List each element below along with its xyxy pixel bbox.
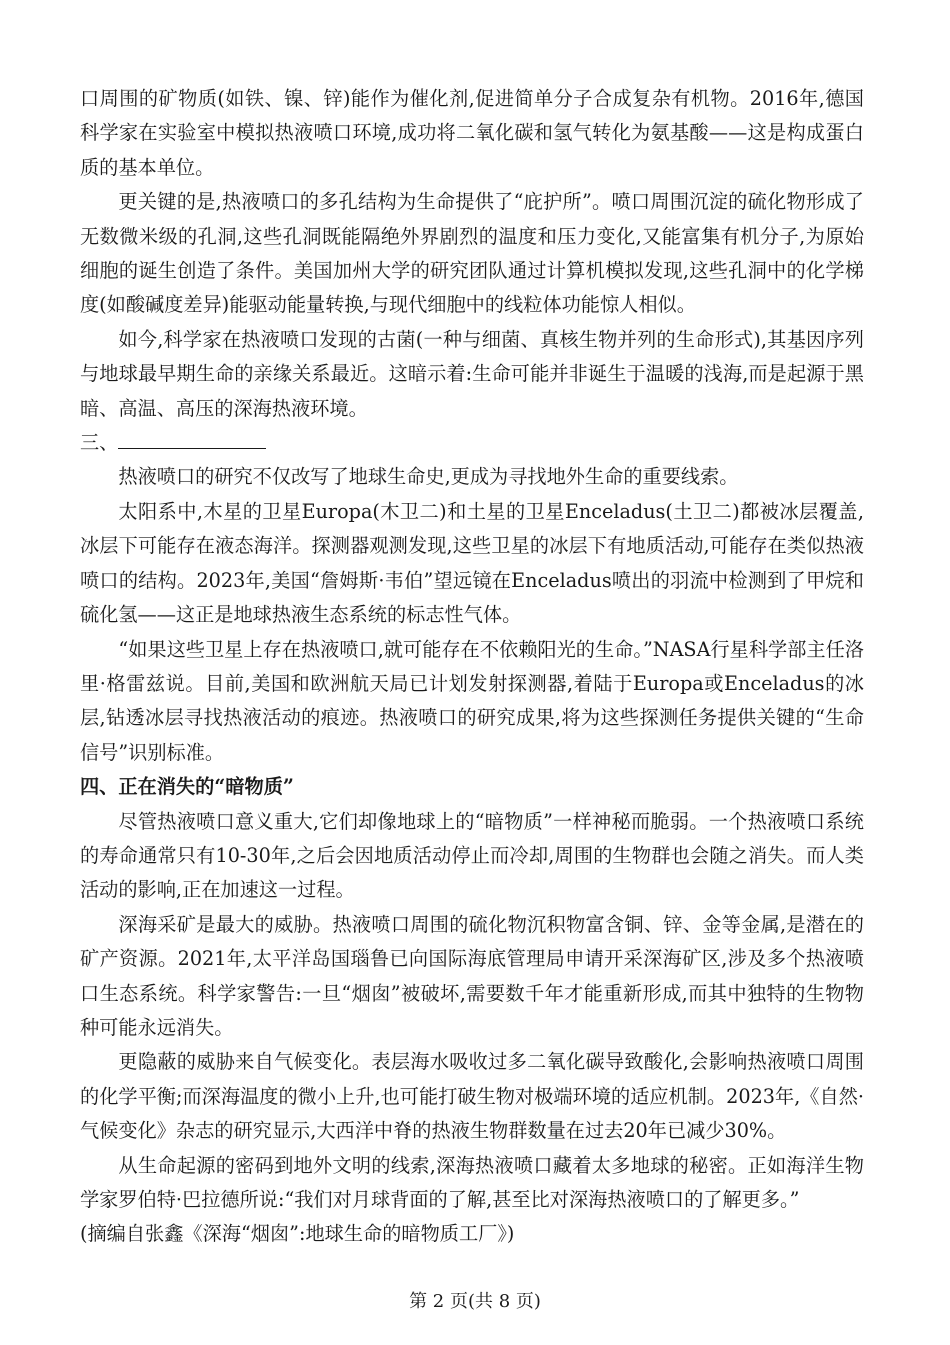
- paragraph: “如果这些卫星上存在热液喷口,就可能存在不依赖阳光的生命。”NASA行星科学部主任洛里·格雷兹说。目前,美国和欧洲航天局已计划发射探测器,着陆于Europa或Enceladus的冰层,钻透冰层寻找热液活动的痕迹。热液喷口的研究成果,将为这些探测任务提供关键的“生命信号”识别标准。: [80, 637, 864, 764]
- paragraph: 热液喷口的研究不仅改写了地球生命史,更成为寻找地外生命的重要线索。: [118, 465, 739, 489]
- paragraph: 尽管热液喷口意义重大,它们却像地球上的“暗物质”一样神秘而脆弱。一个热液喷口系统的寿命通常只有10-30年,之后会因地质活动停止而冷却,周围的生物群也会随之消失。而人类活动的影响,正在加速这一过程。: [80, 809, 864, 902]
- paragraph: 深海采矿是最大的威胁。热液喷口周围的硫化物沉积物富含铜、锌、金等金属,是潜在的矿产资源。2021年,太平洋岛国瑙鲁已向国际海底管理局申请开采深海矿区,涉及多个热液喷口生态系统。科学家警告:一旦“烟囱”被破坏,需要数千年才能重新形成,而其中独特的生物物种可能永远消失。: [80, 912, 864, 1039]
- paragraph: 更隐蔽的威胁来自气候变化。表层海水吸收过多二氧化碳导致酸化,会影响热液喷口周围的化学平衡;而深海温度的微小上升,也可能打破生物对极端环境的适应机制。2023年,《自然·气候变化》杂志的研究显示,大西洋中脊的热液生物群数量在过去20年已减少30%。: [80, 1050, 864, 1143]
- section-three-heading: [80, 426, 864, 460]
- paragraph: 从生命起源的密码到地外文明的线索,深海热液喷口藏着太多地球的秘密。正如海洋生物学家罗伯特·巴拉德所说:“我们对月球背面的了解,甚至比对深海热液喷口的了解更多。”: [80, 1153, 864, 1211]
- page-footer: 第 2 页(共 8 页): [409, 1291, 541, 1312]
- section-four-heading: 四、正在消失的“暗物质”: [80, 775, 294, 799]
- paragraph: 太阳系中,木星的卫星Europa(木卫二)和土星的卫星Enceladus(土卫二)都被冰层覆盖,冰层下可能存在液态海洋。探测器观测发现,这些卫星的冰层下有地质活动,可能存在类似热液喷口的结构。2023年,美国“詹姆斯·韦伯”望远镜在Enceladus喷出的羽流中检测到了甲烷和硫化氢——这正是地球热液生态系统的标志性气体。: [80, 499, 864, 627]
- article-body: [80, 82, 864, 1252]
- paragraph: 如今,科学家在热液喷口发现的古菌(一种与细菌、真核生物并列的生命形式),其基因序列与地球最早期生命的亲缘关系最近。这暗示着:生命可能并非诞生于温暖的浅海,而是起源于黑暗、高温、高压的深海热液环境。: [80, 327, 864, 420]
- answer-blank-line: [118, 426, 266, 449]
- article-source: (摘编自张鑫《深海“烟囱”:地球生命的暗物质工厂》): [80, 1222, 515, 1246]
- paragraph: 更关键的是,热液喷口的多孔结构为生命提供了“庇护所”。喷口周围沉淀的硫化物形成了无数微米级的孔洞,这些孔洞既能隔绝外界剧烈的温度和压力变化,又能富集有机分子,为原始细胞的诞生创造了条件。美国加州大学的研究团队通过计算机模拟发现,这些孔洞中的化学梯度(如酸碱度差异)能驱动能量转换,与现代细胞中的线粒体功能惊人相似。: [80, 190, 864, 317]
- paragraph: 口周围的矿物质(如铁、镍、锌)能作为催化剂,促进简单分子合成复杂有机物。2016年,德国科学家在实验室中模拟热液喷口环境,成功将二氧化碳和氢气转化为氨基酸——这是构成蛋白质的基本单位。: [80, 87, 864, 179]
- section-three-label: 三、: [80, 431, 119, 455]
